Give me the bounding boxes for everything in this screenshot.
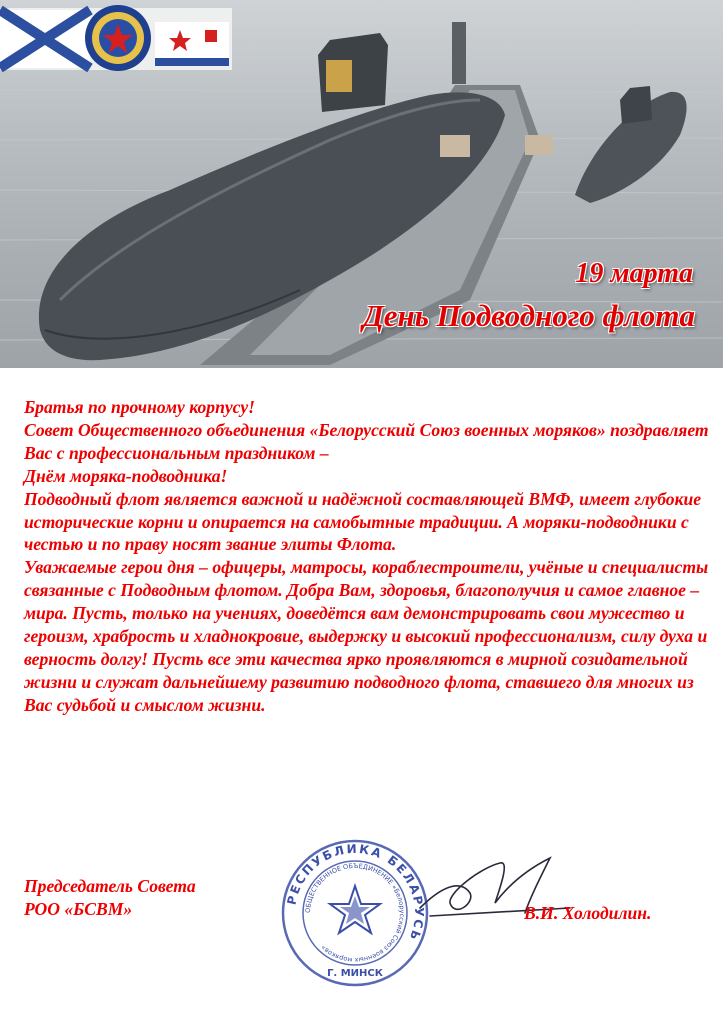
letter-paragraph: Братья по прочному корпусу! [24,397,256,417]
headline-title: День Подводного флота [362,298,695,333]
stamp-inner-text: ОБЩЕСТВЕННОЕ ОБЪЕДИНЕНИЕ «Белорусский Союз военных моряков» [303,861,407,965]
stamp-outer-text: РЕСПУБЛИКА БЕЛАРУСЬ [284,841,427,944]
submarine-photo [0,0,723,368]
signatory-name: В.И. Холодилин. [524,903,652,923]
letter-paragraph: Совет Общественного объединения «Белорусский Союз военных моряков» поздравляет Вас с профессиональным праздником – [24,419,709,463]
letter-paragraph: Уважаемые герои дня – офицеры, матросы, кораблестроители, учёные и специалисты связанные с Подводным флотом. Добра Вам, здоровья, благополучия и самое главное – мира. Пусть, только на учениях, доведётся вам демонстрировать свои мужество и героизм, храбрость и хладнокровие, выдержку и высокий профессионализм, силу духа и верность долгу! Пусть все эти качества ярко проявляются в мирной созидательной жизни и служат дальнейшему развитию подводного флота, ставшего для многих из Вас судьбой и смыслом жизни. [24,557,709,715]
letter-paragraph: Подводный флот является важной и надёжной составляющей ВМФ, имеет глубокие исторические корни и опирается на самобытные традиции. А моряки-подводники с честью и по праву носят звание элиты Флота. [24,488,702,555]
navy-flags-emblem [0,0,232,80]
letter-paragraph: Днём моряка-подводника! [24,465,228,486]
letter-body [24,396,714,717]
signatory-position [24,875,196,921]
position-line-1: Председатель Совета [24,876,196,896]
position-line-2: РОО «БСВМ» [24,899,133,919]
stamp-city: Г. МИНСК [327,968,383,979]
headline-date: 19 марта [575,258,693,289]
